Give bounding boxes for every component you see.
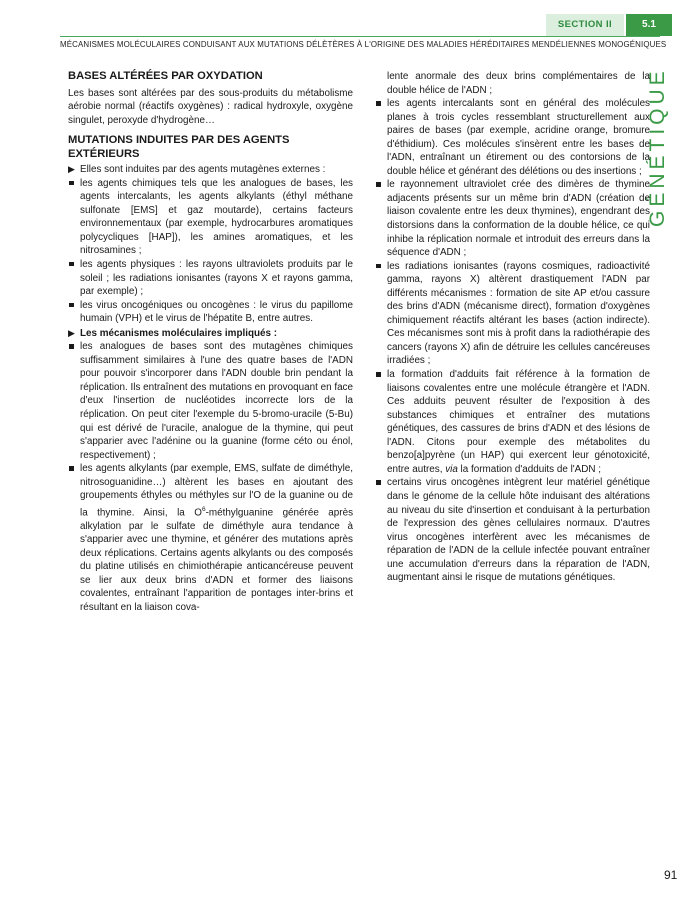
arrow-bullet-icon: ▶ bbox=[68, 327, 75, 338]
square-bullet-icon bbox=[376, 480, 381, 485]
paragraph-oxydation: Les bases sont altérées par des sous-produits du métabolisme aérobie normal (réactifs oxygènes) : radical hydroxyle, oxygène singulet, peroxyde d'hydrogène… bbox=[68, 87, 353, 126]
list-item bbox=[68, 299, 353, 326]
list-item bbox=[375, 368, 650, 476]
square-bullet-icon bbox=[69, 466, 74, 471]
list-item-text: les agents physiques : les rayons ultraviolets produits par le soleil ; les radiations ionisantes (rayons X et rayons gamma, par exemple) ; bbox=[80, 258, 353, 298]
square-bullet-icon bbox=[69, 181, 74, 186]
list-item-text: les analogues de bases sont des mutagènes chimiques suffisamment similaires à l'une des quatre bases de l'ADN pour pouvoir s'incorporer dans l'ADN double brin pendant la réplication. Ils entraînent des mutations en provoquant en face d'eux l'insertion de nucléotides incorrecte lors de la réplication. On peut citer l'exemple du 5-bromo-uracile (5-Bu) qui est dérivé de l'uracile, analogue de la thymine, qui peut s'apparier avec l'adénine ou la guanine (forme céto ou énol, respectivement) ; bbox=[80, 341, 353, 461]
list-item-text: les agents intercalants sont en général des molécules planes à trois cycles ressemblant structurellement aux paires de bases (par exemple, acridine orange, bromure d'éthidium). Ces molécules s'insèrent entre les bases de l'ADN, entraînant un étirement ou des contorsions de la double hélice et générant des délétions ou des insertions ; bbox=[387, 98, 650, 177]
list-item-text-a: la formation d'adduits fait référence à la formation de liaisons covalentes entre une molécule étrangère et l'ADN. Ces adduits peuvent résulter de l'exposition à des substances chimiques et entraîner des mutations génétiques, des cassures de brins d'ADN et des lésions de l'ADN. Citons pour exemple des métabolites du benzo[a]pyrène (un HAP) qui exercent leur génotoxicité, entre autres, bbox=[387, 369, 650, 475]
lead-agents-text: Elles sont induites par des agents mutagènes externes : bbox=[80, 164, 326, 176]
list-item-text: les virus oncogéniques ou oncogènes : le virus du papillome humain (VPH) et le virus de l'hépatite B, entre autres. bbox=[80, 299, 353, 325]
agents-list bbox=[68, 177, 353, 326]
arrow-bullet-icon: ▶ bbox=[68, 164, 75, 175]
italic-via: via bbox=[445, 463, 458, 475]
header-rule bbox=[60, 36, 660, 37]
list-item-text-a: les agents alkylants (par exemple, EMS, sulfate de diméthyle, nitrosoguanidine…) altèrent les bases en ajoutant des groupements éthyles ou méthyles sur l'O de la guanine ou de la thymine. Ainsi, la O bbox=[80, 463, 353, 519]
square-bullet-icon bbox=[69, 262, 74, 267]
section-label: SECTION II bbox=[546, 14, 624, 36]
square-bullet-icon bbox=[376, 264, 381, 269]
list-item-text-b: la formation d'adduits de l'ADN ; bbox=[457, 463, 601, 475]
list-item bbox=[375, 178, 650, 259]
list-item-text: les agents chimiques tels que les analogues de bases, les agents intercalants, les agents alkylants (éthyl méthane sulfonate [EMS] et gaz moutarde), certains facteurs environnementaux (par exemple, hydrocarbures aromatiques polycycliques [HAP]), les amines aromatiques, et les nitrosamines ; bbox=[80, 177, 353, 257]
right-column bbox=[375, 70, 650, 585]
lead-mecanismes-text: Les mécanismes moléculaires impliqués : bbox=[80, 327, 278, 339]
square-bullet-icon bbox=[376, 182, 381, 187]
list-item bbox=[375, 476, 650, 584]
square-bullet-icon bbox=[69, 344, 74, 349]
list-item-text: certains virus oncogènes intègrent leur matériel génétique dans le génome de la cellule hôte induisant des altérations au niveau du site d'insertion et conduisant à la perturbation de l'expression des gènes cellulaires normaux. D'autres virus oncogènes interfèrent avec les mécanismes de réparation de l'ADN de la cellule infectée pouvant entraîner une accumulation d'erreurs dans la réparation de l'ADN, augmentant ainsi le risque de mutations génétiques. bbox=[387, 477, 650, 584]
square-bullet-icon bbox=[376, 372, 381, 377]
mechanisms-list-left bbox=[68, 340, 353, 614]
list-item-text: le rayonnement ultraviolet crée des dimères de thymine adjacents présents sur un même brin d'ADN (création de liaison covalente entre les deux thymines), engendrant des distorsions dans la conformation de la double hélice, ce qui inhibe la réplication normale et introduit des erreurs dans la séquence d'ADN ; bbox=[387, 179, 650, 259]
section-number: 5.1 bbox=[626, 14, 672, 36]
superscript: 6 bbox=[201, 505, 206, 513]
lead-mecanismes bbox=[68, 327, 353, 341]
list-item bbox=[375, 260, 650, 368]
section-tab bbox=[546, 14, 672, 36]
page-number: 91 bbox=[664, 868, 678, 882]
list-item-text: les radiations ionisantes (rayons cosmiques, radioactivité gamma, rayons X) altèrent drastiquement l'ADN par différents mécanismes : formation de site AP et/ou cassure des brins d'ADN (mécanisme direct), formation d'oxygènes chimiquement réactifs altérant les bases (action indirecte). Ces mécanismes sont mis à profit dans la radiothérapie des cancers (rayons X) afin de détruire les cellules cancéreuses irradiées ; bbox=[387, 260, 650, 367]
square-bullet-icon bbox=[69, 303, 74, 308]
list-item-text-b: -méthylguanine générée après alkylation par le sulfate de diméthyle aura tendance à s'apparier avec une thymine, et générer des mutations après deux réplications. Certains agents alkylants ou des composés du platine utilisés en chimiothérapie anticancéreuse peuvent se lier aux deux brins d'ADN et former des liaisons covalentes, entraînant l'apparition de pontages inter-brins et résultant en la liaison cova- bbox=[80, 507, 354, 613]
side-label: GÉNÉTIQUE bbox=[646, 67, 669, 227]
list-item bbox=[68, 340, 353, 462]
mechanisms-list-right bbox=[375, 97, 650, 585]
heading-mutations-induites: MUTATIONS INDUITES PAR DES AGENTS EXTÉRIEURS bbox=[68, 134, 290, 160]
left-column bbox=[68, 70, 353, 614]
square-bullet-icon bbox=[376, 101, 381, 106]
list-item bbox=[375, 97, 650, 178]
list-item bbox=[68, 258, 353, 299]
list-item bbox=[68, 462, 353, 614]
list-item bbox=[68, 177, 353, 258]
lead-agents bbox=[68, 163, 353, 177]
running-title: MÉCANISMES MOLÉCULAIRES CONDUISANT AUX MUTATIONS DÉLÈTÈRES À L'ORIGINE DES MALADIES HÉRÉDITAIRES MENDÉLIENNES MONOGÉNIQUES bbox=[60, 40, 667, 49]
heading-oxydation: BASES ALTÉRÉES PAR OXYDATION bbox=[68, 70, 263, 82]
continuation-text: lente anormale des deux brins complémentaires de la double hélice de l'ADN ; bbox=[387, 71, 650, 96]
